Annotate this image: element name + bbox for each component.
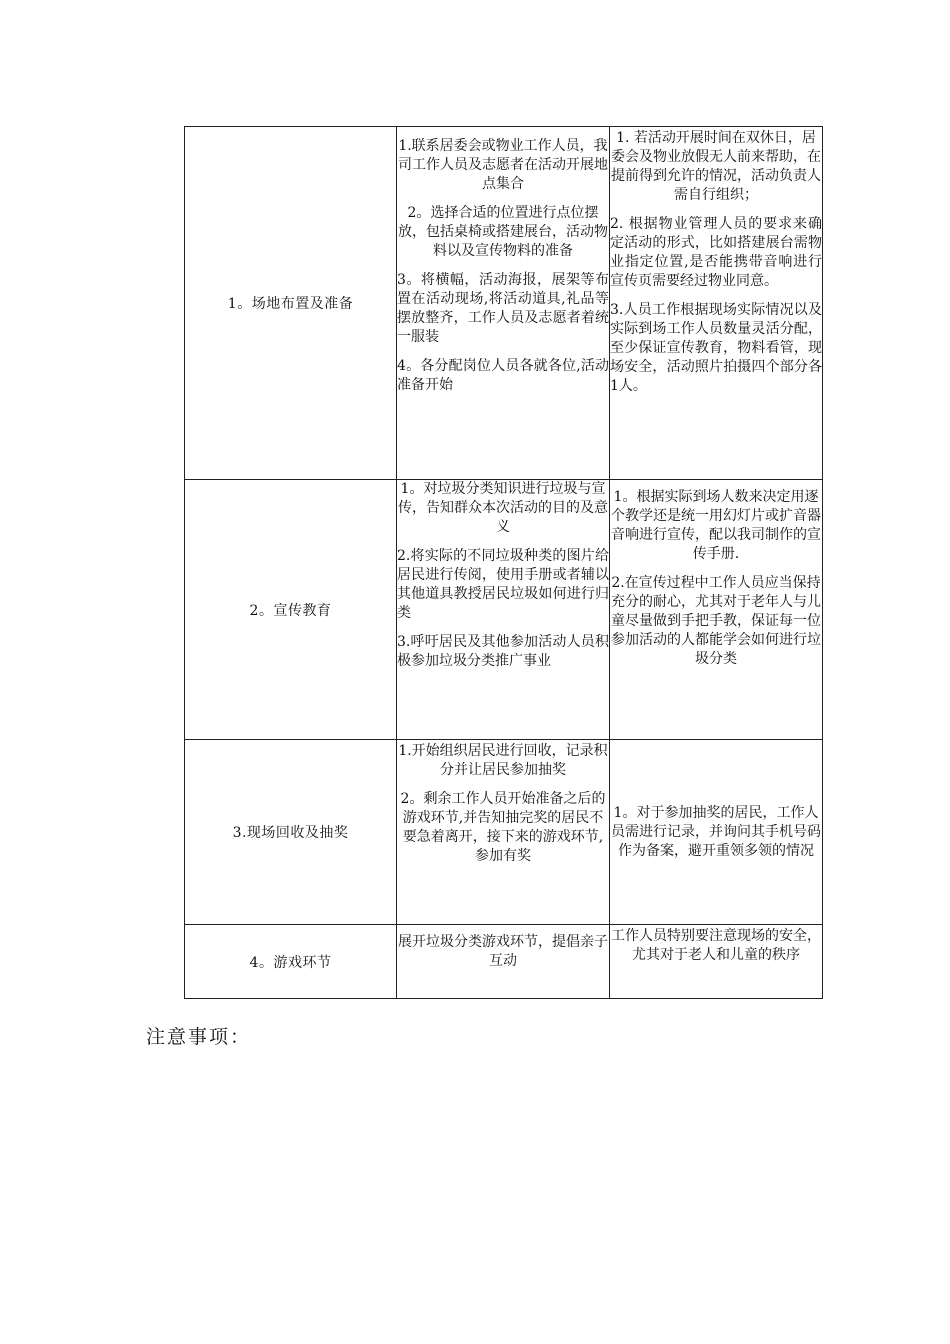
table-row — [185, 925, 823, 999]
steps-cell — [397, 740, 610, 925]
stage-cell — [185, 480, 397, 740]
table-row — [185, 480, 823, 740]
stage-label: 2。宣传教育 — [249, 602, 332, 619]
stage-label: 4。游戏环节 — [249, 954, 332, 971]
notes-cell — [610, 127, 823, 480]
activity-plan-table — [184, 126, 823, 999]
step-text: 3。将横幅，活动海报，展架等布置在活动现场,将活动道具,礼品等摆放整齐，工作人员及志愿者着统一服装 — [397, 272, 609, 345]
stage-cell — [185, 740, 397, 925]
step-text: 2.将实际的不同垃圾种类的图片给居民进行传阅，使用手册或者辅以其他道具教授居民垃圾如何进行归类 — [397, 548, 609, 621]
step-text: 1.开始组织居民进行回收，记录积分并让居民参加抽奖 — [398, 743, 608, 778]
notes-cell — [610, 925, 823, 999]
stage-label: 3.现场回收及抽奖 — [232, 825, 349, 841]
table-row — [185, 127, 823, 480]
note-text: 3.人员工作根据现场实际情况以及实际到场工作人员数量灵活分配，至少保证宣传教育，物料看管，现场安全，活动照片拍摄四个部分各1人。 — [610, 302, 822, 394]
stage-cell — [185, 127, 397, 480]
note-text: 1。对于参加抽奖的居民，工作人员需进行记录，并询问其手机号码作为备案，避开重领多领的情况 — [611, 804, 821, 859]
note-text: 1. 若活动开展时间在双休日，居委会及物业放假无人前来帮助，在提前得到允许的情况，活动负责人需自行组织； — [611, 130, 821, 203]
step-text: 2。剩余工作人员开始准备之后的游戏环节,并告知抽完奖的居民不要急着离开，接下来的游戏环节,参加有奖 — [400, 791, 606, 864]
step-text: 展开垃圾分类游戏环节，提倡亲子互动 — [398, 934, 608, 969]
step-text: 3.呼吁居民及其他参加活动人员积极参加垃圾分类推广事业 — [397, 634, 609, 669]
steps-cell — [397, 127, 610, 480]
stage-label: 1。场地布置及准备 — [227, 296, 354, 312]
note-text: 1。根据实际到场人数来决定用逐个教学还是统一用幻灯片或扩音器音响进行宣传，配以我司制作的宣传手册. — [611, 489, 821, 562]
notes-heading: 注意事项： — [146, 1026, 252, 1048]
note-text: 2. 根据物业管理人员的要求来确定活动的形式，比如搭建展台需物业指定位置,是否能携带音响进行宣传页需要经过物业同意。 — [610, 216, 822, 289]
steps-cell — [397, 925, 610, 999]
steps-cell — [397, 480, 610, 740]
note-text: 2.在宣传过程中工作人员应当保持充分的耐心，尤其对于老年人与儿童尽量做到手把手教，保证每一位参加活动的人都能学会如何进行垃圾分类 — [611, 575, 821, 667]
step-text: 4。各分配岗位人员各就各位,活动准备开始 — [397, 358, 609, 393]
step-text: 1.联系居委会或物业工作人员，我司工作人员及志愿者在活动开展地点集合 — [398, 138, 608, 192]
step-text: 2。选择合适的位置进行点位摆放，包括桌椅或搭建展台，活动物料以及宣传物料的准备 — [398, 205, 608, 259]
notes-cell — [610, 480, 823, 740]
stage-cell — [185, 925, 397, 999]
step-text: 1。对垃圾分类知识进行垃圾与宣传，告知群众本次活动的目的及意义 — [398, 481, 608, 535]
note-text: 工作人员特别要注意现场的安全，尤其对于老人和儿童的秩序 — [611, 928, 821, 963]
notes-cell — [610, 740, 823, 925]
table-row — [185, 740, 823, 925]
